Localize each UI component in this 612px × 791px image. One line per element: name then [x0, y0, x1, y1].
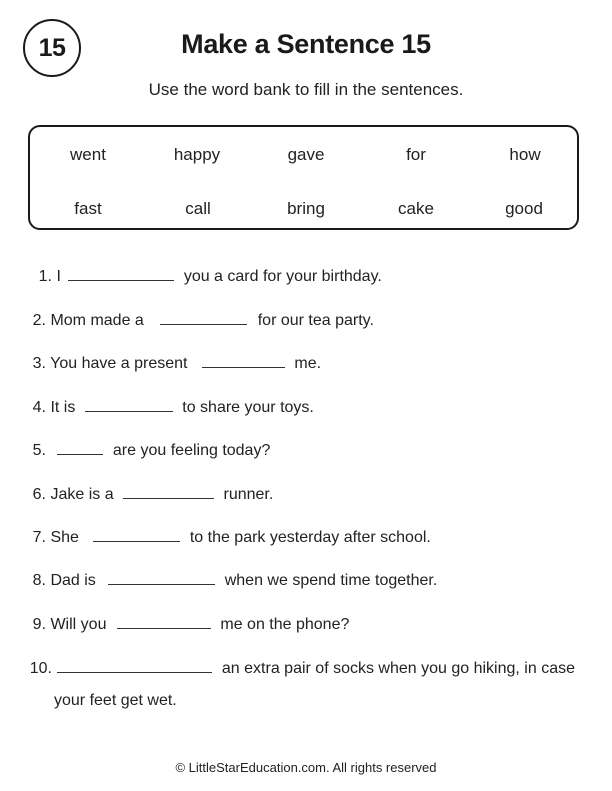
- word-bank-word: fast: [74, 199, 102, 218]
- sentence-7: [0, 527, 431, 547]
- sentence-1: [0, 266, 382, 286]
- sentence-text-before: It is: [50, 399, 76, 416]
- sentence-number: 7.: [32, 529, 46, 546]
- answer-blank[interactable]: [57, 440, 103, 455]
- sentence-text-after: an extra pair of socks when you go hiking, in case: [221, 660, 575, 677]
- sentence-text-after: me on the phone?: [220, 616, 350, 633]
- sentence-10-continuation: your feet get wet.: [54, 692, 177, 709]
- word-bank: [28, 125, 579, 230]
- sentence-number: 6.: [32, 486, 46, 503]
- sentence-text-after: runner.: [223, 486, 274, 503]
- sentence-6: [0, 484, 273, 504]
- sentence-text-after: to the park yesterday after school.: [189, 529, 431, 546]
- answer-blank[interactable]: [93, 527, 180, 542]
- sentence-2: [0, 310, 374, 330]
- badge-number: 15: [38, 33, 66, 62]
- answer-blank[interactable]: [68, 266, 174, 281]
- sentence-text-after: are you feeling today?: [112, 442, 271, 459]
- sentence-number: 8.: [32, 572, 46, 589]
- sentence-text-after: for our tea party.: [257, 312, 374, 329]
- answer-blank[interactable]: [123, 484, 214, 499]
- worksheet-number-badge: [23, 19, 81, 77]
- answer-blank[interactable]: [57, 658, 212, 673]
- sentence-number: 2.: [32, 312, 46, 329]
- sentence-text-before: You have a present: [50, 355, 188, 372]
- sentence-text-before: Jake is a: [50, 486, 114, 503]
- sentence-text-before: Dad is: [50, 572, 96, 589]
- sentence-number: 4.: [32, 399, 46, 416]
- sentence-text-before: Mom made a: [50, 312, 144, 329]
- sentence-text-after: you a card for your birthday.: [183, 268, 382, 285]
- sentence-text-before: She: [50, 529, 79, 546]
- sentence-number: 1.: [38, 268, 52, 285]
- sentence-text-after: when we spend time together.: [224, 572, 438, 589]
- answer-blank[interactable]: [117, 614, 211, 629]
- sentence-8: [0, 570, 437, 590]
- answer-blank[interactable]: [85, 397, 173, 412]
- word-bank-word: how: [509, 145, 541, 164]
- word-bank-word: good: [505, 199, 543, 218]
- sentence-9: [0, 614, 349, 634]
- word-bank-word: for: [406, 145, 426, 164]
- sentence-text-after: me.: [294, 355, 322, 372]
- sentence-10: [0, 658, 575, 678]
- sentence-3: [0, 353, 321, 373]
- sentence-text-before: Will you: [50, 616, 107, 633]
- word-bank-word: happy: [173, 145, 221, 164]
- page-title: Make a Sentence 15: [181, 29, 431, 59]
- word-bank-word: call: [185, 199, 211, 218]
- sentence-number: 3.: [32, 355, 46, 372]
- word-bank-word: cake: [398, 199, 434, 218]
- sentence-number: 10.: [29, 660, 52, 677]
- answer-blank[interactable]: [202, 353, 285, 368]
- sentence-4: [0, 397, 314, 417]
- sentence-number: 5.: [32, 442, 46, 459]
- word-bank-word: gave: [287, 145, 325, 164]
- sentence-5: [0, 440, 270, 460]
- copyright-footer: © LittleStarEducation.com. All rights reserved: [175, 760, 437, 775]
- word-bank-word: bring: [287, 199, 325, 218]
- answer-blank[interactable]: [108, 570, 215, 585]
- instructions: Use the word bank to fill in the sentences.: [148, 80, 464, 99]
- word-bank-word: went: [70, 145, 106, 164]
- sentence-text-before: I: [56, 268, 61, 285]
- answer-blank[interactable]: [160, 310, 247, 325]
- sentence-number: 9.: [32, 616, 46, 633]
- sentence-text-after: to share your toys.: [182, 399, 314, 416]
